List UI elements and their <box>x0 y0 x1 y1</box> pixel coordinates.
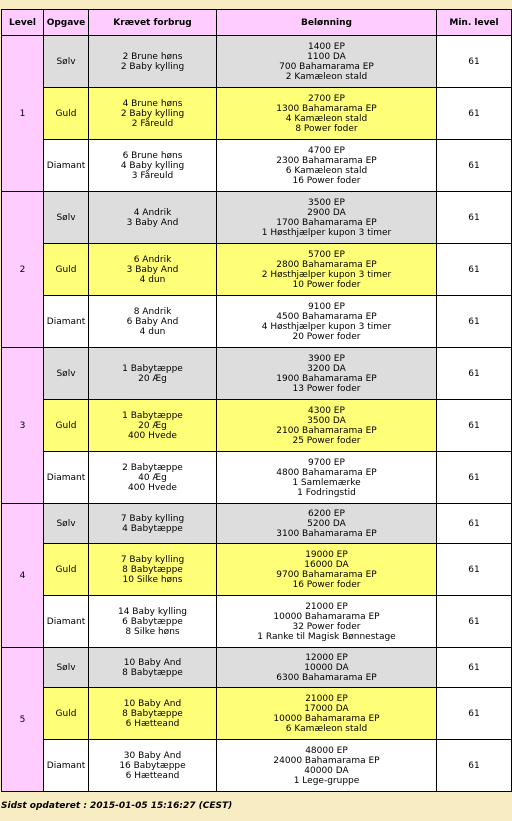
required-item: 6 Andrik <box>133 254 172 265</box>
task-cell: Guld <box>44 244 89 296</box>
task-cell: Sølv <box>44 36 89 88</box>
reward-item: 1700 Bahamarama EP <box>276 217 377 228</box>
reward-item: 32 Power foder <box>292 621 361 632</box>
required-item: 6 Hætteand <box>125 770 180 781</box>
task-cell: Diamant <box>44 740 89 792</box>
required-item: 3 Fåreuld <box>131 170 174 181</box>
required-item: 2 Fåreuld <box>131 118 174 129</box>
task-cell: Guld <box>44 688 89 740</box>
reward-item: 16 Power foder <box>292 579 361 590</box>
min-level-cell: 61 <box>437 504 512 544</box>
table-row <box>2 296 512 348</box>
reward-cell <box>217 88 437 140</box>
required-item: 400 Hvede <box>128 430 177 441</box>
table-row <box>2 740 512 792</box>
required-item: 4 dun <box>139 274 166 285</box>
table-row <box>2 348 512 400</box>
reward-item: 2900 DA <box>307 207 346 218</box>
reward-item: 1 Lege-gruppe <box>293 775 360 786</box>
reward-cell <box>217 688 437 740</box>
reward-item: 4500 Bahamarama EP <box>276 311 377 322</box>
reward-item: 20 Power foder <box>292 331 361 342</box>
table-row <box>2 452 512 504</box>
reward-item: 1 Ranke til Magisk Bønnestage <box>257 631 396 642</box>
reward-item: 9100 EP <box>308 301 345 312</box>
reward-item: 16000 DA <box>304 559 349 570</box>
required-item: 7 Baby kylling <box>120 513 185 524</box>
required-item: 3 Baby And <box>126 217 179 228</box>
table-row <box>2 88 512 140</box>
required-item: 6 Brune høns <box>122 150 183 161</box>
reward-item: 9700 Bahamarama EP <box>276 569 377 580</box>
required-item: 8 Babytæppe <box>122 708 183 719</box>
task-cell: Diamant <box>44 296 89 348</box>
reward-item: 25 Power foder <box>292 435 361 446</box>
required-item: 7 Baby kylling <box>120 554 185 565</box>
reward-item: 2 Kamæleon stald <box>285 71 368 82</box>
level-cell: 5 <box>2 648 44 792</box>
reward-item: 2300 Bahamarama EP <box>276 155 377 166</box>
reward-item: 3500 EP <box>308 197 345 208</box>
reward-cell <box>217 648 437 688</box>
required-item: 40 Æg <box>138 472 167 483</box>
level-cell: 1 <box>2 36 44 192</box>
reward-item: 4700 EP <box>308 145 345 156</box>
reward-cell <box>217 740 437 792</box>
required-item: 10 Baby And <box>123 698 182 709</box>
required-item: 8 Babytæppe <box>122 564 183 575</box>
level-cell: 2 <box>2 192 44 348</box>
reward-item: 5700 EP <box>308 249 345 260</box>
required-item: 4 Brune høns <box>122 98 183 109</box>
required-cell <box>89 296 217 348</box>
required-cell <box>89 348 217 400</box>
required-cell <box>89 688 217 740</box>
reward-cell <box>217 36 437 88</box>
required-cell <box>89 244 217 296</box>
task-cell: Diamant <box>44 452 89 504</box>
required-cell <box>89 544 217 596</box>
reward-cell <box>217 504 437 544</box>
reward-item: 1400 EP <box>308 41 345 52</box>
reward-item: 1 Høsthjælper kupon 3 timer <box>261 227 392 238</box>
reward-item: 1 Fodringstid <box>297 487 356 498</box>
reward-item: 4 Kamæleon stald <box>285 113 368 124</box>
header-row <box>2 10 512 36</box>
table-row <box>2 400 512 452</box>
reward-item: 13 Power foder <box>292 383 361 394</box>
reward-item: 10 Power foder <box>292 279 361 290</box>
min-level-cell: 61 <box>437 244 512 296</box>
header-required: Krævet forbrug <box>89 10 217 36</box>
table-row <box>2 544 512 596</box>
required-item: 30 Baby And <box>123 750 182 761</box>
min-level-cell: 61 <box>437 296 512 348</box>
min-level-cell: 61 <box>437 36 512 88</box>
required-item: 1 Babytæppe <box>122 410 183 421</box>
required-cell <box>89 740 217 792</box>
reward-item: 3500 DA <box>307 415 346 426</box>
min-level-cell: 61 <box>437 452 512 504</box>
required-item: 6 Babytæppe <box>122 616 183 627</box>
task-cell: Sølv <box>44 504 89 544</box>
reward-item: 6300 Bahamarama EP <box>276 672 377 683</box>
required-item: 2 Brune høns <box>122 51 183 62</box>
required-item: 10 Baby And <box>123 657 182 668</box>
reward-cell <box>217 544 437 596</box>
table-row <box>2 140 512 192</box>
header-reward: Belønning <box>217 10 437 36</box>
reward-item: 19000 EP <box>305 549 348 560</box>
required-cell <box>89 88 217 140</box>
reward-cell <box>217 452 437 504</box>
reward-item: 40000 DA <box>304 765 349 776</box>
reward-cell <box>217 348 437 400</box>
min-level-cell: 61 <box>437 140 512 192</box>
reward-item: 10000 Bahamarama EP <box>273 611 380 622</box>
header-task: Opgave <box>44 10 89 36</box>
required-item: 6 Hætteand <box>125 718 180 729</box>
required-item: 8 Silke høns <box>125 626 180 637</box>
last-updated: Sidst opdateret : 2015-01-05 15:16:27 (CEST) <box>1 801 233 811</box>
reward-cell <box>217 296 437 348</box>
required-item: 2 Babytæppe <box>122 462 183 473</box>
required-item: 8 Babytæppe <box>122 667 183 678</box>
reward-item: 9700 EP <box>308 457 345 468</box>
required-item: 14 Baby kylling <box>117 606 188 617</box>
reward-item: 1 Samlemærke <box>292 477 361 488</box>
reward-item: 24000 Bahamarama EP <box>273 755 380 766</box>
required-cell <box>89 596 217 648</box>
reward-item: 5200 DA <box>307 518 346 529</box>
task-cell: Guld <box>44 88 89 140</box>
reward-item: 6 Kamæleon stald <box>285 723 368 734</box>
reward-item: 700 Bahamarama EP <box>279 61 374 72</box>
required-cell <box>89 36 217 88</box>
table-row <box>2 36 512 88</box>
reward-item: 21000 EP <box>305 693 348 704</box>
min-level-cell: 61 <box>437 596 512 648</box>
header-min-level: Min. level <box>437 10 512 36</box>
min-level-cell: 61 <box>437 740 512 792</box>
required-cell <box>89 192 217 244</box>
reward-item: 2 Høsthjælper kupon 3 timer <box>261 269 392 280</box>
reward-table <box>1 9 512 792</box>
min-level-cell: 61 <box>437 648 512 688</box>
task-cell: Sølv <box>44 348 89 400</box>
task-cell: Diamant <box>44 140 89 192</box>
task-cell: Guld <box>44 400 89 452</box>
required-item: 400 Hvede <box>128 482 177 493</box>
reward-item: 48000 EP <box>305 745 348 756</box>
min-level-cell: 61 <box>437 348 512 400</box>
reward-item: 10000 DA <box>304 662 349 673</box>
reward-item: 3200 DA <box>307 363 346 374</box>
task-cell: Guld <box>44 544 89 596</box>
required-cell <box>89 504 217 544</box>
required-cell <box>89 648 217 688</box>
required-item: 16 Babytæppe <box>119 760 186 771</box>
required-item: 3 Baby And <box>126 264 179 275</box>
required-cell <box>89 400 217 452</box>
required-item: 20 Æg <box>138 373 167 384</box>
required-cell <box>89 452 217 504</box>
reward-item: 17000 DA <box>304 703 349 714</box>
required-item: 2 Baby kylling <box>120 61 185 72</box>
min-level-cell: 61 <box>437 400 512 452</box>
reward-cell <box>217 400 437 452</box>
table-row <box>2 688 512 740</box>
required-item: 4 Babytæppe <box>122 523 183 534</box>
task-cell: Diamant <box>44 596 89 648</box>
min-level-cell: 61 <box>437 544 512 596</box>
task-cell: Sølv <box>44 648 89 688</box>
reward-cell <box>217 244 437 296</box>
required-item: 4 dun <box>139 326 166 337</box>
reward-item: 8 Power foder <box>295 123 358 134</box>
required-item: 4 Baby kylling <box>120 160 185 171</box>
reward-cell <box>217 140 437 192</box>
reward-item: 1900 Bahamarama EP <box>276 373 377 384</box>
header-level: Level <box>2 10 44 36</box>
min-level-cell: 61 <box>437 688 512 740</box>
reward-item: 16 Power foder <box>292 175 361 186</box>
level-cell: 3 <box>2 348 44 504</box>
table-row <box>2 648 512 688</box>
required-item: 8 Andrik <box>133 306 172 317</box>
reward-cell <box>217 596 437 648</box>
required-item: 10 Silke høns <box>122 574 183 585</box>
required-cell <box>89 140 217 192</box>
reward-item: 2800 Bahamarama EP <box>276 259 377 270</box>
table-row <box>2 504 512 544</box>
level-cell: 4 <box>2 504 44 648</box>
reward-item: 1100 DA <box>307 51 346 62</box>
reward-item: 2100 Bahamarama EP <box>276 425 377 436</box>
table-row <box>2 192 512 244</box>
reward-item: 4300 EP <box>308 405 345 416</box>
task-cell: Sølv <box>44 192 89 244</box>
reward-item: 10000 Bahamarama EP <box>273 713 380 724</box>
required-item: 6 Baby And <box>126 316 179 327</box>
min-level-cell: 61 <box>437 192 512 244</box>
required-item: 4 Andrik <box>133 207 172 218</box>
reward-item: 4 Høsthjælper kupon 3 timer <box>261 321 392 332</box>
reward-item: 6 Kamæleon stald <box>285 165 368 176</box>
required-item: 2 Baby kylling <box>120 108 185 119</box>
min-level-cell: 61 <box>437 88 512 140</box>
reward-cell <box>217 192 437 244</box>
table-row <box>2 596 512 648</box>
reward-item: 6200 EP <box>308 508 345 519</box>
reward-item: 2700 EP <box>308 93 345 104</box>
reward-item: 21000 EP <box>305 601 348 612</box>
table-row <box>2 244 512 296</box>
reward-item: 1300 Bahamarama EP <box>276 103 377 114</box>
reward-item: 3100 Bahamarama EP <box>276 528 377 539</box>
reward-item: 4800 Bahamarama EP <box>276 467 377 478</box>
required-item: 1 Babytæppe <box>122 363 183 374</box>
reward-item: 3900 EP <box>308 353 345 364</box>
required-item: 20 Æg <box>138 420 167 431</box>
reward-item: 12000 EP <box>305 652 348 663</box>
